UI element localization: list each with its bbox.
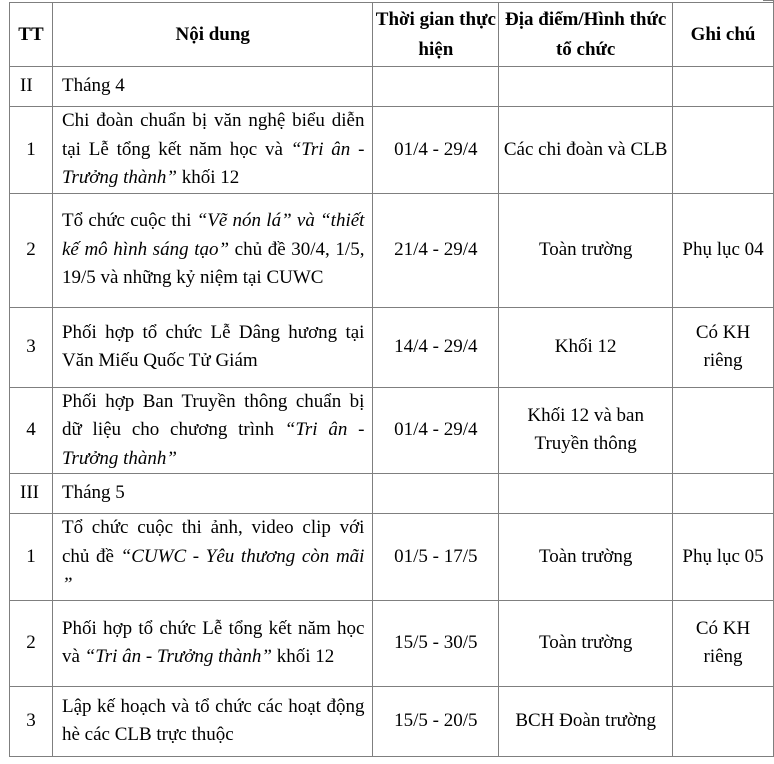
row-time: 15/5 - 20/5 [373, 686, 499, 756]
row-content [52, 387, 372, 474]
table-row [10, 307, 774, 387]
content-tail-text: khối 12 [176, 167, 240, 188]
section-title: Tháng 5 [52, 474, 372, 514]
row-number: 3 [10, 686, 53, 756]
row-time: 01/4 - 29/4 [373, 387, 499, 474]
section-empty-cell [673, 67, 774, 107]
plan-table [9, 2, 774, 757]
row-place: Toàn trường [499, 514, 673, 601]
row-place: Toàn trường [499, 193, 673, 307]
row-time: 21/4 - 29/4 [373, 193, 499, 307]
table-row [10, 600, 774, 686]
content-text: Chi đoàn chuẩn bị văn nghệ biểu diễn tại Lễ tổng kết năm học và [61, 110, 365, 160]
section-roman: II [10, 67, 53, 107]
content-italic-text: “Tri ân - Trưởng thành” [61, 419, 365, 469]
row-note: Phụ lục 04 [673, 193, 774, 307]
row-number: 4 [10, 387, 53, 474]
row-number: 2 [10, 193, 53, 307]
table-row [10, 387, 774, 474]
row-time: 01/5 - 17/5 [373, 514, 499, 601]
header-thoi-gian: Thời gian thực hiện [373, 3, 499, 67]
table-header-row [10, 3, 774, 67]
content-text: Phối hợp Ban Truyền thông chuẩn bị dữ liệu cho chương trình [61, 390, 365, 440]
content-text: Tổ chức cuộc thi ảnh, video clip với chủ đề [61, 517, 365, 567]
header-ghi-chu: Ghi chú [673, 3, 774, 67]
content-tail-text: khối 12 [272, 646, 335, 667]
row-note [673, 107, 774, 194]
row-content [52, 686, 372, 756]
content-text: Phối hợp tổ chức Lễ tổng kết năm học và [61, 617, 365, 667]
table-row [10, 686, 774, 756]
row-note [673, 387, 774, 474]
section-empty-cell [373, 474, 499, 514]
content-italic-text: “Tri ân - Trưởng thành” [84, 646, 273, 667]
row-note [673, 686, 774, 756]
content-text: Phối hợp tổ chức Lễ Dâng hương tại Văn Miếu Quốc Tử Giám [61, 321, 365, 371]
section-empty-cell [499, 67, 673, 107]
row-content [52, 600, 372, 686]
row-time: 14/4 - 29/4 [373, 307, 499, 387]
section-row [10, 67, 774, 107]
section-row [10, 474, 774, 514]
row-note: Có KH riêng [673, 307, 774, 387]
row-content [52, 193, 372, 307]
row-note: Có KH riêng [673, 600, 774, 686]
table-row [10, 107, 774, 194]
section-empty-cell [499, 474, 673, 514]
content-text: Tổ chức cuộc thi [61, 210, 197, 232]
section-title: Tháng 4 [52, 67, 372, 107]
content-tail-text: chủ đề 30/4, 1/5, 19/5 và những kỷ niệm tại CUWC [61, 238, 365, 289]
row-content [52, 307, 372, 387]
row-number: 1 [10, 107, 53, 194]
table-body [10, 67, 774, 757]
section-roman: III [10, 474, 53, 514]
row-number: 2 [10, 600, 53, 686]
section-empty-cell [673, 474, 774, 514]
content-text: Lập kế hoạch và tổ chức các hoạt động hè các CLB trực thuộc [61, 695, 365, 745]
content-italic-text: “CUWC - Yêu thương còn mãi ” [61, 545, 365, 595]
row-place: Toàn trường [499, 600, 673, 686]
header-noi-dung: Nội dung [52, 3, 372, 67]
row-time: 01/4 - 29/4 [373, 107, 499, 194]
row-time: 15/5 - 30/5 [373, 600, 499, 686]
row-number: 3 [10, 307, 53, 387]
row-place: Khối 12 [499, 307, 673, 387]
row-place: Khối 12 và ban Truyền thông [499, 387, 673, 474]
row-number: 1 [10, 514, 53, 601]
table-row [10, 193, 774, 307]
header-tt: TT [10, 3, 53, 67]
row-note: Phụ lục 05 [673, 514, 774, 601]
content-italic-text: “Tri ân - Trưởng thành” [61, 138, 365, 188]
section-empty-cell [373, 67, 499, 107]
row-content [52, 514, 372, 601]
header-dia-diem: Địa điểm/Hình thức tổ chức [499, 3, 673, 67]
table-row [10, 514, 774, 601]
content-italic-text: “Vẽ nón lá” và “thiết kế mô hình sáng tạo” [61, 210, 365, 260]
row-place: BCH Đoàn trường [499, 686, 673, 756]
row-place: Các chi đoàn và CLB [499, 107, 673, 194]
row-content [52, 107, 372, 194]
